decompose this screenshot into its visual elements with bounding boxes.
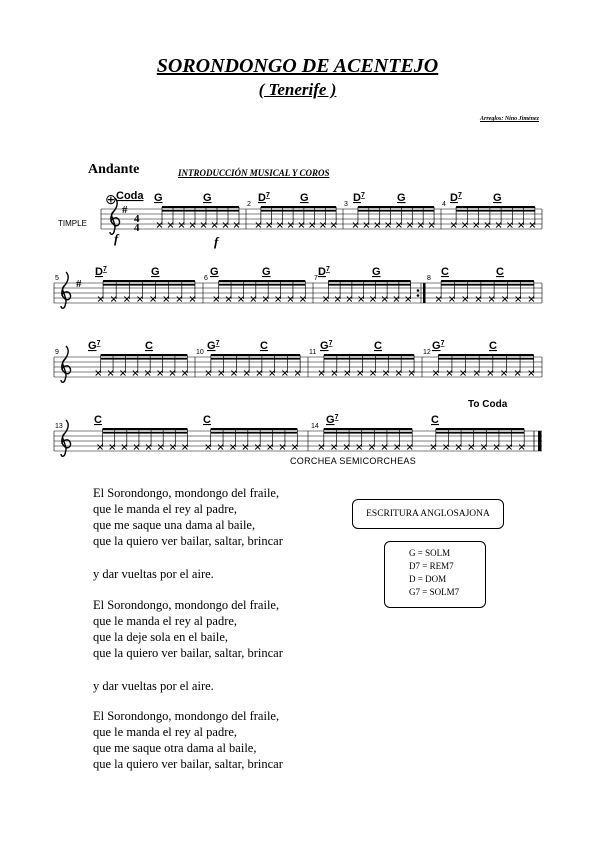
- note-beam-secondary: [261, 210, 336, 212]
- x-notehead-icon: [370, 297, 375, 302]
- note-beam-secondary: [219, 284, 306, 286]
- measure-number: 12: [423, 349, 431, 356]
- note-beam-secondary: [456, 210, 535, 212]
- x-notehead-icon: [353, 223, 358, 228]
- equivalence-line: G = SOLM: [409, 548, 451, 558]
- measure-number: 5: [55, 275, 59, 282]
- measure-number: 14: [311, 423, 319, 430]
- x-notehead-icon: [456, 445, 461, 450]
- measure-number: 4: [442, 201, 446, 208]
- sharp-icon: #: [122, 204, 128, 216]
- chord-symbol: $D^7$: [95, 266, 107, 278]
- x-notehead-icon: [158, 371, 163, 376]
- arrangement-credit: Arreglos: Nino Jiménez: [479, 116, 539, 122]
- x-notehead-icon: [396, 223, 401, 228]
- x-notehead-icon: [369, 445, 374, 450]
- measure-number: 11: [309, 349, 317, 356]
- x-notehead-icon: [474, 371, 479, 376]
- chord-symbol: $D^7$: [450, 192, 462, 204]
- x-notehead-icon: [485, 223, 490, 228]
- x-notehead-icon: [502, 297, 507, 302]
- equivalences-box: [384, 541, 486, 608]
- note-beam: [219, 280, 306, 282]
- x-notehead-icon: [320, 223, 325, 228]
- lyrics-refrain-1: y dar vueltas por el aire.: [93, 567, 214, 581]
- x-notehead-icon: [98, 297, 103, 302]
- x-notehead-icon: [436, 297, 441, 302]
- final-barline: [538, 431, 542, 451]
- chord-symbols: [88, 192, 504, 426]
- x-notehead-icon: [146, 445, 151, 450]
- x-notehead-icon: [226, 297, 231, 302]
- lyric-line: que la quiero ver bailar, saltar, brincar: [93, 646, 283, 660]
- measure-number: 6: [204, 275, 208, 282]
- x-notehead-icon: [206, 371, 211, 376]
- x-notehead-icon: [332, 371, 337, 376]
- x-notehead-icon: [295, 371, 300, 376]
- measure-number: 7: [314, 275, 318, 282]
- chord-symbol: $D^7$: [353, 192, 365, 204]
- x-notehead-icon: [323, 297, 328, 302]
- x-notehead-icon: [231, 371, 236, 376]
- note-beam: [101, 354, 188, 356]
- note-beam-secondary: [436, 432, 524, 434]
- chord-symbol: $D^7$: [258, 192, 270, 204]
- lyrics-stanza-3: [93, 708, 283, 772]
- rhythm-legend: CORCHEA SEMICORCHEAS: [290, 456, 417, 466]
- chord-symbol: $G^7$: [207, 340, 220, 352]
- lyric-line: que la deje sola en el baile,: [93, 630, 229, 644]
- x-notehead-icon: [407, 223, 412, 228]
- chord-symbol: C: [431, 414, 439, 426]
- x-notehead-icon: [288, 297, 293, 302]
- x-notehead-icon: [145, 371, 150, 376]
- lyric-line: El Sorondongo, mondongo del fraile,: [93, 598, 280, 612]
- time-signature-numerator: 4: [134, 213, 140, 225]
- x-notehead-icon: [386, 223, 391, 228]
- x-notehead-icon: [447, 371, 452, 376]
- x-notehead-icon: [451, 223, 456, 228]
- x-notehead-icon: [507, 445, 512, 450]
- x-notehead-icon: [299, 223, 304, 228]
- x-notehead-icon: [277, 223, 282, 228]
- x-notehead-icon: [218, 445, 223, 450]
- x-notehead-icon: [238, 297, 243, 302]
- x-notehead-icon: [370, 371, 375, 376]
- x-notehead-icon: [529, 297, 534, 302]
- equivalence-line: D7 = REM7: [409, 561, 454, 571]
- x-notehead-icon: [179, 223, 184, 228]
- x-notehead-icon: [443, 445, 448, 450]
- x-notehead-icon: [488, 371, 493, 376]
- section-label: INTRODUCCIÓN MUSICAL Y COROS: [178, 168, 330, 178]
- note-beam: [162, 206, 239, 208]
- chord-symbol: C: [145, 340, 153, 352]
- x-notehead-icon: [122, 445, 127, 450]
- x-notehead-icon: [177, 297, 182, 302]
- note-beam-secondary: [438, 358, 533, 360]
- x-notehead-icon: [382, 297, 387, 302]
- x-notehead-icon: [406, 297, 411, 302]
- x-notehead-icon: [170, 371, 175, 376]
- x-notehead-icon: [234, 223, 239, 228]
- lyric-line: que le manda el rey al padre,: [93, 725, 238, 739]
- x-notehead-icon: [190, 223, 195, 228]
- note-beam-secondary: [101, 358, 188, 360]
- x-notehead-icon: [357, 445, 362, 450]
- note-beam: [103, 428, 188, 430]
- x-notehead-icon: [158, 445, 163, 450]
- note-beam-secondary: [211, 432, 298, 434]
- lyrics-stanza-2: [93, 597, 283, 661]
- x-notehead-icon: [319, 445, 324, 450]
- lyric-line: que le manda el rey al padre,: [93, 614, 238, 628]
- x-notehead-icon: [345, 371, 350, 376]
- x-notehead-icon: [431, 445, 436, 450]
- x-notehead-icon: [268, 445, 273, 450]
- sharp-icon-2: #: [76, 278, 82, 290]
- instrument-label: TIMPLE: [58, 219, 87, 228]
- x-notehead-icon: [263, 297, 268, 302]
- x-notehead-icon: [409, 371, 414, 376]
- note-beam-secondary: [103, 284, 195, 286]
- coda-label: Coda: [116, 190, 144, 202]
- x-notehead-icon: [463, 297, 468, 302]
- note-beam-secondary: [441, 284, 534, 286]
- x-notehead-icon: [418, 223, 423, 228]
- note-beam: [211, 428, 298, 430]
- note-beam-secondary: [328, 284, 410, 286]
- x-notehead-icon: [331, 223, 336, 228]
- note-beam: [436, 428, 524, 430]
- x-notehead-icon: [489, 297, 494, 302]
- equivalence-line: G7 = SOLM7: [409, 587, 460, 597]
- x-notehead-icon: [382, 445, 387, 450]
- chord-symbol: G: [203, 192, 212, 204]
- measure-number: 3: [344, 201, 348, 208]
- measure-number: 13: [55, 423, 63, 430]
- x-notehead-icon: [270, 371, 275, 376]
- x-notehead-icon: [182, 445, 187, 450]
- x-notehead-icon: [429, 223, 434, 228]
- lyric-line: que le manda el rey al padre,: [93, 502, 238, 516]
- x-notehead-icon: [223, 223, 228, 228]
- x-notehead-icon: [481, 445, 486, 450]
- dynamic-forte-2: f: [214, 234, 219, 249]
- x-notehead-icon: [292, 445, 297, 450]
- lyric-line: El Sorondongo, mondongo del fraile,: [93, 486, 280, 500]
- x-notehead-icon: [182, 371, 187, 376]
- x-notehead-icon: [395, 445, 400, 450]
- x-notehead-icon: [170, 445, 175, 450]
- x-notehead-icon: [347, 297, 352, 302]
- x-notehead-icon: [212, 223, 217, 228]
- x-notehead-icon: [474, 223, 479, 228]
- chord-symbol: G: [262, 266, 271, 278]
- x-notehead-icon: [282, 371, 287, 376]
- x-notehead-icon: [529, 371, 534, 376]
- x-notehead-icon: [507, 223, 512, 228]
- x-notehead-icon: [111, 297, 116, 302]
- x-notehead-icon: [256, 223, 261, 228]
- x-notehead-icon: [251, 297, 256, 302]
- chord-symbol: G: [154, 192, 163, 204]
- x-notehead-icon: [120, 371, 125, 376]
- x-notehead-icon: [359, 297, 364, 302]
- x-notehead-icon: [219, 371, 224, 376]
- x-notehead-icon: [280, 445, 285, 450]
- x-notehead-icon: [375, 223, 380, 228]
- chord-symbol: C: [489, 340, 497, 352]
- x-notehead-icon: [243, 445, 248, 450]
- measure-number: 2: [247, 201, 251, 208]
- x-notehead-icon: [206, 445, 211, 450]
- x-notehead-icon: [257, 371, 262, 376]
- x-notehead-icon: [461, 371, 466, 376]
- note-beam: [441, 280, 534, 282]
- note-beam-secondary: [358, 210, 434, 212]
- song-subtitle: ( Tenerife ): [258, 80, 337, 99]
- x-notehead-icon: [335, 297, 340, 302]
- notation-box: ESCRITURA ANGLOSAJONA: [352, 499, 504, 529]
- chord-symbol: G: [397, 192, 406, 204]
- x-notehead-icon: [516, 297, 521, 302]
- x-notehead-icon: [214, 297, 219, 302]
- x-notehead-icon: [137, 297, 142, 302]
- x-notehead-icon: [515, 371, 520, 376]
- x-notehead-icon: [358, 371, 363, 376]
- x-notehead-icon: [462, 223, 467, 228]
- x-notehead-icon: [331, 445, 336, 450]
- x-notehead-icon: [276, 297, 281, 302]
- chord-symbol: C: [203, 414, 211, 426]
- chord-symbol: C: [441, 266, 449, 278]
- x-notehead-icon: [396, 371, 401, 376]
- chord-symbol: G: [151, 266, 160, 278]
- x-notehead-icon: [168, 223, 173, 228]
- x-notehead-icon: [310, 223, 315, 228]
- x-notehead-icon: [288, 223, 293, 228]
- x-notehead-icon: [267, 223, 272, 228]
- note-beam: [211, 354, 300, 356]
- x-notehead-icon: [255, 445, 260, 450]
- x-notehead-icon: [476, 297, 481, 302]
- x-notehead-icon: [383, 371, 388, 376]
- x-notehead-icon: [201, 223, 206, 228]
- measure-number: 9: [55, 349, 59, 356]
- rhythm-notes: [96, 206, 535, 450]
- chord-symbol: G: [493, 192, 502, 204]
- x-notehead-icon: [494, 445, 499, 450]
- x-notehead-icon: [433, 371, 438, 376]
- chord-symbol: $G^7$: [320, 340, 333, 352]
- x-notehead-icon: [519, 223, 524, 228]
- coda-sign-icon: ⊕: [105, 193, 117, 208]
- lyric-line: que la quiero ver bailar, saltar, brincar: [93, 534, 283, 548]
- note-beam: [328, 280, 410, 282]
- song-title: SORONDONGO DE ACENTEJO: [156, 55, 439, 77]
- x-notehead-icon: [501, 371, 506, 376]
- x-notehead-icon: [394, 297, 399, 302]
- time-signature-denominator: 4: [134, 222, 140, 234]
- note-beam-secondary: [103, 432, 188, 434]
- x-notehead-icon: [407, 445, 412, 450]
- x-notehead-icon: [496, 223, 501, 228]
- to-coda-label: To Coda: [468, 399, 508, 410]
- note-beam-secondary: [211, 358, 300, 360]
- note-beam: [324, 428, 412, 430]
- x-notehead-icon: [364, 223, 369, 228]
- chord-symbol: $G^7$: [326, 414, 339, 426]
- x-notehead-icon: [124, 297, 129, 302]
- x-notehead-icon: [134, 445, 139, 450]
- chord-symbol: $D^7$: [318, 266, 330, 278]
- x-notehead-icon: [110, 445, 115, 450]
- chord-symbol: C: [496, 266, 504, 278]
- x-notehead-icon: [133, 371, 138, 376]
- chord-symbol: C: [94, 414, 102, 426]
- tempo-marking: Andante: [88, 162, 140, 177]
- x-notehead-icon: [449, 297, 454, 302]
- chord-symbol: C: [374, 340, 382, 352]
- chord-symbol: G: [300, 192, 309, 204]
- x-notehead-icon: [230, 445, 235, 450]
- chord-symbol: $G^7$: [432, 340, 445, 352]
- note-beam: [358, 206, 434, 208]
- lyric-line: que me saque otra dama al baile,: [93, 741, 257, 755]
- chord-symbol: $G^7$: [88, 340, 101, 352]
- lyrics-stanza-1: [93, 485, 283, 549]
- x-notehead-icon: [519, 445, 524, 450]
- note-beam: [324, 354, 414, 356]
- x-notehead-icon: [96, 371, 101, 376]
- chord-symbol: C: [260, 340, 268, 352]
- repeat-barline: [423, 283, 426, 303]
- chord-symbol: G: [372, 266, 381, 278]
- measure-number: 8: [427, 275, 431, 282]
- x-notehead-icon: [157, 223, 162, 228]
- staff-system-4: [54, 431, 542, 451]
- equivalence-line: D = DOM: [409, 574, 447, 584]
- note-beam: [438, 354, 533, 356]
- x-notehead-icon: [151, 297, 156, 302]
- x-notehead-icon: [469, 445, 474, 450]
- lyric-line: que me saque una dama al baile,: [93, 518, 256, 532]
- lyric-line: que la quiero ver bailar, saltar, brincar: [93, 757, 283, 771]
- dynamic-forte: f: [114, 231, 119, 246]
- lyrics-refrain-2: y dar vueltas por el aire.: [93, 679, 214, 693]
- note-beam-secondary: [162, 210, 239, 212]
- note-beam: [261, 206, 336, 208]
- x-notehead-icon: [108, 371, 113, 376]
- measure-number: 10: [196, 349, 204, 356]
- x-notehead-icon: [98, 445, 103, 450]
- chord-symbol: G: [210, 266, 219, 278]
- x-notehead-icon: [164, 297, 169, 302]
- x-notehead-icon: [530, 223, 535, 228]
- x-notehead-icon: [190, 297, 195, 302]
- note-beam: [103, 280, 195, 282]
- x-notehead-icon: [344, 445, 349, 450]
- note-beam-secondary: [324, 358, 414, 360]
- note-beam: [456, 206, 535, 208]
- x-notehead-icon: [319, 371, 324, 376]
- x-notehead-icon: [244, 371, 249, 376]
- x-notehead-icon: [300, 297, 305, 302]
- lyric-line: El Sorondongo, mondongo del fraile,: [93, 709, 280, 723]
- note-beam-secondary: [324, 432, 412, 434]
